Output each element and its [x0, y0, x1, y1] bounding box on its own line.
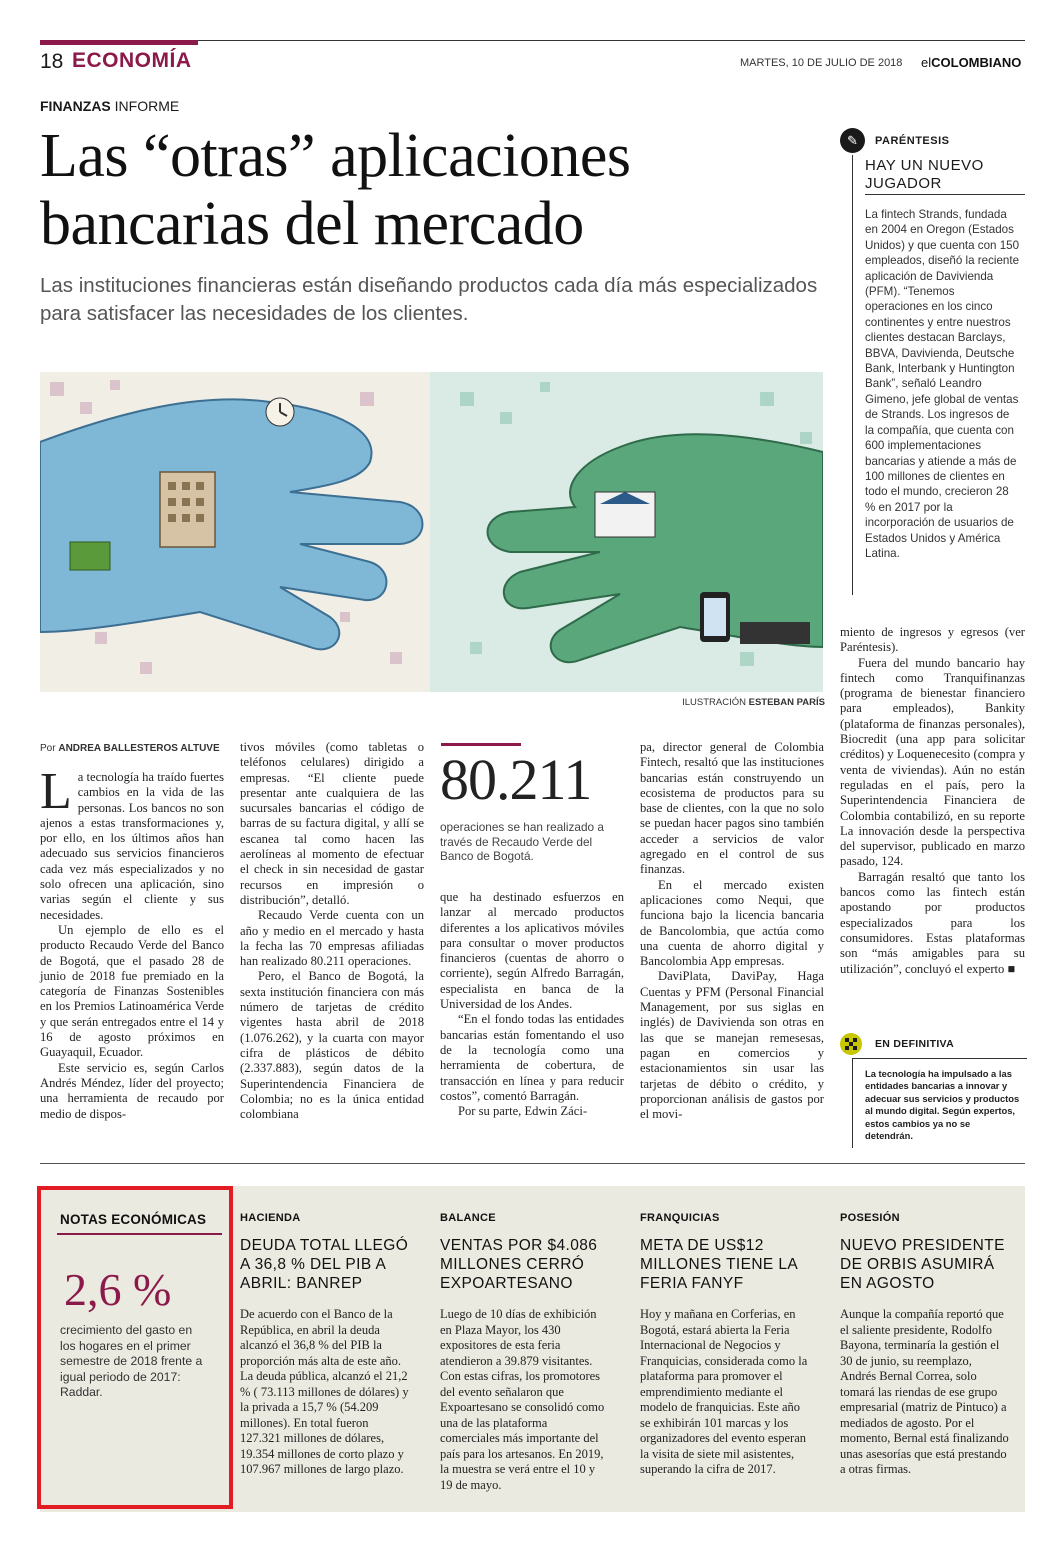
note-label-hacienda: HACIENDA: [240, 1212, 301, 1224]
parentesis-body: La fintech Strands, fundada en 2004 en Oregon (Estados Unidos) y que cuenta con 150 empleados, diseñó la reciente aplicación de Davivienda (PFM). “Tenemos operaciones en los cinco continentes y entre nuestros clientes destacan Barclays, BBVA, Davivienda, Deutsche Bank, Interbank y Huntington Bank”, señaló Leandro Gimeno, jefe global de ventas de Strands. Los ingresos de la compañía, que cuenta con 600 implementaciones bancarias y atiende a más de 100 millones de clientes en todo el mundo, crecieron 28 % en 2017 por la incorporación de usuarios de Estados Unidos y América Latina.: [865, 208, 1020, 560]
parentesis-label: PARÉNTESIS: [875, 135, 950, 147]
newspaper-name-prefix: el: [921, 55, 932, 70]
checkered-icon: [840, 1033, 862, 1055]
stat-description: operaciones se han realizado a través de Recaudo Verde del Banco de Bogotá.: [440, 820, 604, 863]
article-illustration: [40, 372, 823, 692]
byline: [40, 743, 220, 754]
notas-stat-number: 2,6 %: [64, 1264, 172, 1315]
illustration-credit: [640, 697, 825, 708]
hands-illustration: [40, 372, 823, 692]
article-column-5: [840, 625, 1025, 977]
note-body-hacienda: De acuerdo con el Banco de la República, en abril la deuda alcanzó el 36,8 % del PIB la proporción más alta de este año. La deuda pública, alcanzó el 21,2 % ( 73.113 millones de dólares) y la privada a 15,7 % (54.209 millones). En total fueron 127.321 millones de dólares, 19.354 millones de corto plazo y 107.967 millones de largo plazo.: [240, 1307, 409, 1476]
section-name: ECONOMÍA: [72, 49, 192, 72]
notas-title-rule: [57, 1233, 222, 1235]
headline-line-1: Las “otras” aplicaciones: [40, 122, 631, 190]
newspaper-name: [921, 55, 1021, 70]
pushpin-icon: ✎: [840, 128, 865, 153]
notas-title: NOTAS ECONÓMICAS: [60, 1212, 207, 1227]
kicker-type: INFORME: [114, 98, 180, 114]
byline-prefix: Por: [40, 743, 56, 754]
paragraph: Un ejemplo de ello es el producto Recaudo Verde del Banco de Bogotá, que el pasado 28 de junio de 2018 fue premiado en la categoría de Finanzas Sostenibles en los Premios Latinoamérica Verde y que serán entregados entre el 14 y 16 de agosto próximos en Guayaquil, Ecuador.: [40, 922, 224, 1060]
paragraph: tivos móviles (como tabletas o teléfonos celulares) dirigido a empresas. “El cliente puede presentar ante cualquiera de las sucursales bancarias el código de barras de su factura digital, y allí se escanea tal como hacen las aerolíneas al momento de efectuar el check in sin necesidad de gastar recursos en impresión o distribución”, detalló.: [240, 740, 424, 907]
headline: [40, 122, 830, 258]
en-definitiva-label: EN DEFINITIVA: [875, 1038, 954, 1050]
paragraph: En el mercado existen aplicaciones como Nequi, que funciona bajo la licencia bancaria de Bancolombia, que actúa como una cuenta de ahorro digital y Bancolombia App empresas.: [640, 877, 824, 969]
dropcap: L: [40, 763, 72, 820]
bottom-divider: [40, 1163, 1025, 1164]
parentesis-title-rule: [865, 194, 1025, 195]
note-body-posesion: Aunque la compañía reportó que el saliente presidente, Rodolfo Bayona, terminaría la gestión el 30 de junio, su reemplazo, Andrés Bernal Correa, solo tomará las riendas de ese grupo empresarial (matriz de Pintuco) a mediados de agosto. Por el momento, Bernal está finalizando unas asesorías que está prestando a otras firmas.: [840, 1307, 1009, 1476]
newspaper-name-main: COLOMBIANO: [931, 55, 1022, 70]
parentesis-title: HAY UN NUEVO JUGADOR: [865, 157, 984, 192]
stat-number: 80.211: [440, 747, 592, 812]
paragraph: “En el fondo todas las entidades bancarias están fomentando el uso de la tecnología como una herramienta de cobertura, de transacción en línea y para reducir costos”, comentó Barragán.: [440, 1012, 624, 1103]
kicker: [40, 98, 179, 114]
issue-date: MARTES, 10 DE JULIO DE 2018: [740, 57, 903, 69]
en-definitiva-text: La tecnología ha impulsado a las entidades bancarias a innovar y adecuar sus servicios y productos al mundo digital. Según expertos, estos cambios ya no se detendrán.: [865, 1068, 1020, 1142]
notas-stat-description: crecimiento del gasto en los hogares en el primer semestre de 2018 frente a igual periodo de 2017: Raddar.: [60, 1323, 203, 1399]
stat-accent-rule: [441, 743, 521, 746]
paragraph: DaviPlata, DaviPay, Haga Cuentas y PFM (Personal Financial Management, por sus siglas en inglés) de Davivienda son otras en las que se manejan remesesas, pagan en comercios y estacionamientos sin usar las tarjetas de débito o crédito, y proporcionan análisis de gastos por el movi-: [640, 969, 824, 1122]
paragraph: Recaudo Verde cuenta con un año y medio en el mercado y hasta la fecha las 70 empresas afiliadas han realizado 80.211 operaciones.: [240, 908, 424, 969]
article-column-1: [40, 763, 224, 1122]
parentesis-rule: [852, 155, 853, 595]
paragraph: Por su parte, Edwin Záci-: [458, 1104, 588, 1119]
note-label-franquicias: FRANQUICIAS: [640, 1212, 720, 1224]
paragraph: [40, 763, 224, 923]
note-label-balance: BALANCE: [440, 1212, 496, 1224]
note-label-posesion: POSESIÓN: [840, 1212, 900, 1224]
article-column-2: [240, 740, 424, 1122]
section-accent-bar: [40, 40, 198, 45]
article-column-3: [440, 890, 624, 1119]
paragraph: Barragán resaltó que tanto los bancos como las fintech están apostando por productos especializados para los consumidores. Estas plataformas son “más amigables para su utilización”, concluyó el experto ■: [840, 869, 1025, 976]
paragraph: miento de ingresos y egresos (ver Paréntesis).: [840, 625, 1025, 655]
note-title-posesion: NUEVO PRESIDENTE DE ORBIS ASUMIRÁ EN AGOSTO: [840, 1237, 1005, 1292]
subheadline: Las instituciones financieras están diseñando productos cada día más especializados para satisfacer las necesidades de los clientes.: [40, 274, 818, 325]
paragraph-text: a tecnología ha traído fuertes cambios en la vida de las personas. Los bancos no son ajenos a estas transformaciones y, por ello, en los últimos años han adecuado sus servicios financieros cada vez más especializados y no solo ofrecen una aplicación, sino varias según el cliente y sus necesidades.: [40, 770, 224, 922]
paragraph: que ha destinado esfuerzos en lanzar al mercado productos diferentes a los aplicativos móviles para consultar o mover productos financieros (cuentas de ahorro o corriente), según Alfredo Barragán, especialista en banca de la Universidad de los Andes.: [440, 890, 624, 1012]
note-body-franquicias: Hoy y mañana en Corferias, en Bogotá, estará abierta la Feria Internacional de Negocios y Franquicias, considerada como la plataforma para promover el emprendimiento mediante el modelo de franquicias. Este año se exhibirán 101 marcas y los organizadores del evento esperan la visita de siete mil asistentes, superando la cifra de 2017.: [640, 1307, 808, 1476]
headline-line-2: bancarias del mercado: [40, 190, 584, 258]
paragraph: Fuera del mundo bancario hay fintech como Tranquifinanzas (programa de bienestar financiero para empleados), Bankity (plataforma de finanzas personales), Biocredit (una app para solicitar créditos) y Loquenecesito (compra y venta de viviendas). Aún no están reguladas en el país, pero la Superintendencia Financiera de Colombia contabilizó, en su reporte La innovación desde la perspectiva del supervisor, publicado en marzo pasado, 124.: [840, 655, 1025, 869]
credit-name: ESTEBAN PARÍS: [748, 697, 825, 708]
note-body-balance: Luego de 10 días de exhibición en Plaza Mayor, los 430 expositores de esta feria atendieron a 39.879 visitantes. Con estas cifras, los promotores del evento señalaron que Expoartesano se consolidó como una de las plataforma comerciales más importante del país para los artesanos. En 2019, la muestra se verá entre el 10 y 19 de mayo.: [440, 1307, 605, 1492]
paragraph: pa, director general de Colombia Fintech, resaltó que las instituciones bancarias están construyendo un ecosistema de productos para su base de clientes, con la que no solo se puedan hacer pagos sino también acceder a servicios de valor agregado en el control de sus finanzas.: [640, 740, 824, 877]
note-title-franquicias: META DE US$12 MILLONES TIENE LA FERIA FANYF: [640, 1237, 798, 1292]
article-column-4: [640, 740, 824, 1122]
credit-prefix: ILUSTRACIÓN: [682, 697, 746, 708]
paragraph: Este servicio es, según Carlos Andrés Méndez, líder del proyecto; una herramienta de recaudo por medio de dispos-: [40, 1060, 224, 1121]
kicker-topic: FINANZAS: [40, 98, 111, 114]
byline-author: ANDREA BALLESTEROS ALTUVE: [58, 743, 220, 754]
note-title-hacienda: DEUDA TOTAL LLEGÓ A 36,8 % DEL PIB A ABRIL: BANREP: [240, 1237, 409, 1292]
paragraph: Pero, el Banco de Bogotá, la sexta institución financiera con más número de tarjetas de crédito vigentes hasta abril de 2018 (1.076.262), y la cuarta con mayor cifra de plásticos de débito (2.337.883), según datos de la Superintendencia Financiera de Colombia; no es la única entidad colombiana: [240, 969, 424, 1122]
page-number: 18: [40, 50, 64, 73]
note-title-balance: VENTAS POR $4.086 MILLONES CERRÓ EXPOARTESANO: [440, 1237, 598, 1292]
